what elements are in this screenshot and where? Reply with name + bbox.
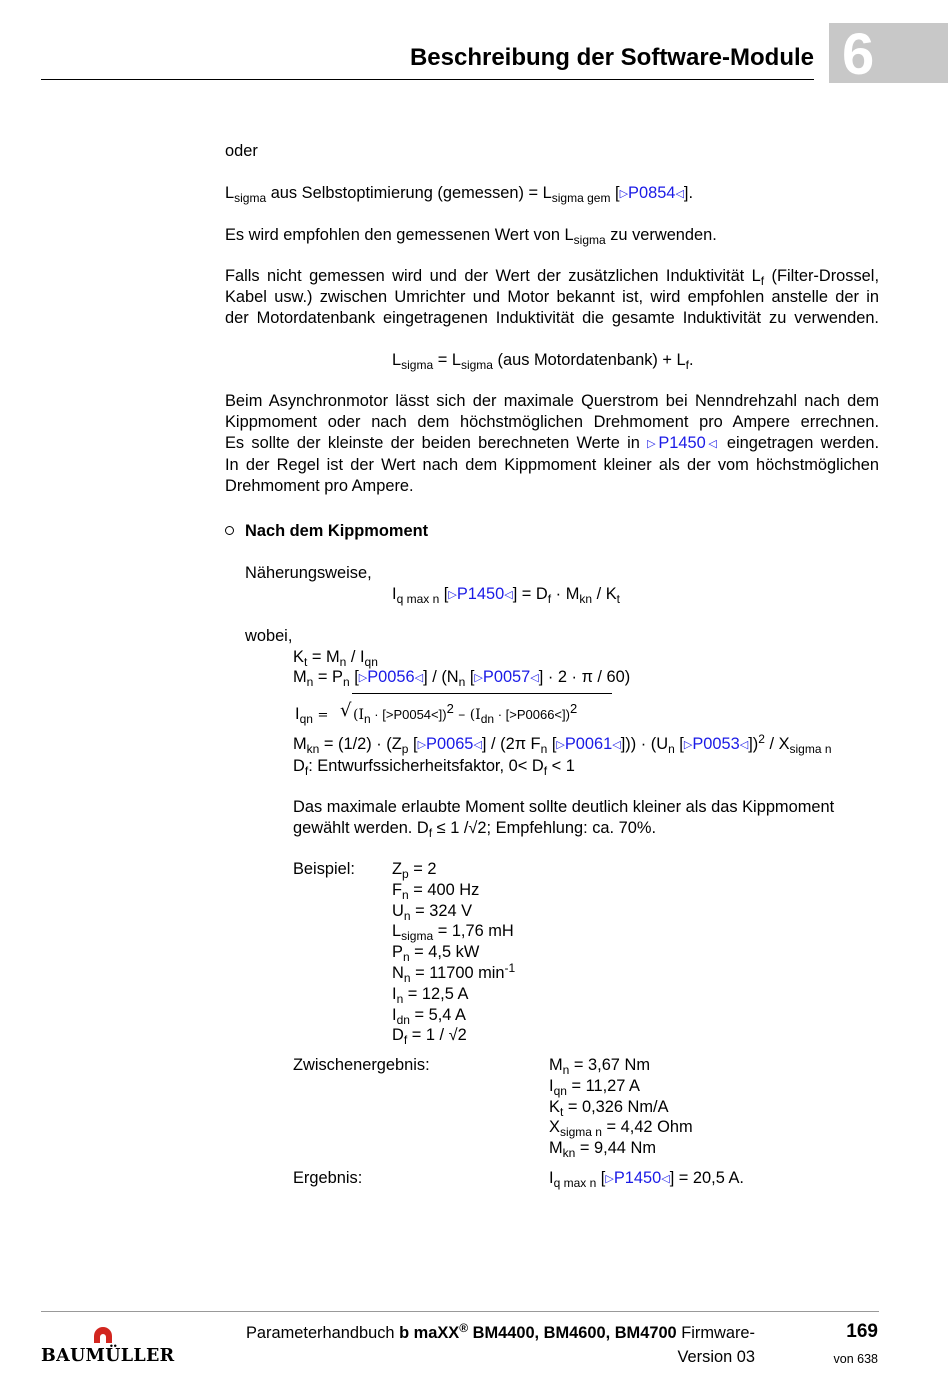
beispiel-item: $I_{dn} = 5,4$ A [392,1005,466,1027]
mkn-line: $M_{kn} = (1/2) \cdot (Z_p$ [▷P0065◁] / (2π $F_n$ [▷P0061◁])) · ($U_n$ [▷P0053◁])$^2$ / $X_{sigma n}$ [293,732,832,756]
text-naeherung: Näherungsweise, [245,564,372,582]
mn-line: $M_n = P_n$ [▷P0056◁] / ($N_n$ [▷P0057◁] · 2 · π / 60) [293,668,631,689]
ergebnis-label: Ergebnis: [293,1169,363,1187]
beispiel-item: $Z_p = 2$ [392,860,437,881]
link-p0065[interactable]: ▷P0065◁ [417,735,482,753]
footer-logo: BAUMÜLLER [41,1346,175,1366]
sqrt-icon: √ [340,700,352,721]
header-rule [41,79,814,80]
paragraph-asynchron: Beim Asynchronmotor lässt sich der maximale Querstrom bei Nenndrehzahl nach dem Kippmoment oder nach dem höchstmöglichen Drehmoment pro Ampere errechnen. Es sollte der kleinste der beiden berechneten Werte in ▷P1450◁ eingetragen werden. In der Regel ist der Wert nach dem Kippmoment kleiner als der vom höchstmöglichen Drehmoment pro Ampere. [225,392,879,495]
zwischen-item: $I_{qn} = 11,27$ A [549,1076,640,1098]
link-p0053[interactable]: ▷P0053◁ [683,735,749,753]
sqrt-bar [352,693,612,694]
beispiel-item: $D_f = 1 / √2$ [392,1026,467,1048]
ergebnis-value: $I_{q max n}$ [▷P1450◁] = 20,5 A. [549,1169,744,1190]
moment-line-2: gewählt werden. $D_f \le 1$ /√2; Empfehlung: ca. 70%. [293,819,657,840]
footer-rule [41,1311,879,1312]
link-p1450-result[interactable]: ▷P1450◁ [605,1169,670,1187]
link-p0854[interactable]: ▷P0854◁ [619,184,684,202]
baumueller-logo-icon [92,1326,114,1344]
paragraph-falls: Falls nicht gemessen wird und der Wert der zusätzlichen Induktivität $L_f$ (Filter-Drossel, Kabel usw.) zwischen Umrichter und Motor bekannt ist, wird empfohlen anstelle der in der Motordatenbank eingetragenen Induktivität die gesamte Induktivität zu verwenden. [225,267,879,327]
section-heading: Nach dem Kippmoment [245,522,429,540]
moment-line-1: Das maximale erlaubte Moment sollte deutlich kleiner als das Kippmoment [293,798,835,816]
beispiel-item: $F_n = 400$ Hz [392,880,480,902]
recommend-line: Es wird empfohlen den gemessenen Wert von $L_{sigma}$ zu verwenden. [225,226,717,247]
zwischen-item: $K_t = 0,326$ Nm/A [549,1097,669,1119]
link-p0056[interactable]: ▷P0056◁ [358,668,424,686]
beispiel-item: $U_n = 324$ V [392,901,473,923]
zwischen-label: Zwischenergebnis: [293,1056,430,1074]
beispiel-item: $P_n = 4,5$ kW [392,943,480,965]
page-total: von 638 [833,1352,878,1366]
beispiel-label: Beispiel: [293,860,355,878]
beispiel-item: $L_{sigma} = 1,76$ mH [392,922,514,944]
lsigma-formula: $L_{sigma} = L_{sigma}$ (aus Motordatenbank) + $L_f$. [392,351,694,372]
iqn-formula-radicand: $(I_n \cdot [>P0054<])^2 - (I_{dn} \cdot [>P0066<])^2$ [353,701,578,726]
link-p0057[interactable]: ▷P0057◁ [474,668,539,686]
zwischen-item: $X_{sigma n} = 4,42$ Ohm [549,1118,693,1140]
zwischen-item: $M_n = 3,67$ Nm [549,1056,650,1077]
text-oder: oder [225,142,258,160]
iqn-formula: $I_{qn}$ = [295,705,329,726]
df-line: $D_f$: Entwurfssicherheitsfaktor, $0< D_f < 1$ [293,757,575,778]
zwischen-item: $M_{kn} = 9,44$ Nm [549,1139,656,1161]
bullet-circle-icon [225,526,234,535]
lsigma-measured-line: $L_{sigma}$ aus Selbstoptimierung (gemessen) = $L_{sigma gem}$ [▷P0854◁]. [225,184,694,205]
link-p1450-formula[interactable]: ▷P1450◁ [448,585,513,603]
link-p1450[interactable]: ▷P1450◁ [647,434,720,452]
kt-line: $K_t = M_n / I_{qn}$ [293,648,378,669]
beispiel-item: $I_n = 12,5$ A [392,984,469,1006]
text-wobei: wobei, [245,627,293,645]
beispiel-item: $N_n = 11700$ $\min^{-1}$ [392,961,516,985]
page-title: Beschreibung der Software-Module [409,44,814,71]
iq-max-formula: $I_{q max n}$ [▷P1450◁] = $D_f \cdot M_{kn} / K_t$ [392,585,620,606]
footer-title: Parameterhandbuch b maXX® BM4400, BM4600, BM4700 Firmware- Version 03 [246,1321,755,1366]
link-p0061[interactable]: ▷P0061◁ [556,735,621,753]
page-number: 169 [846,1321,878,1342]
chapter-number: 6 [842,22,875,87]
